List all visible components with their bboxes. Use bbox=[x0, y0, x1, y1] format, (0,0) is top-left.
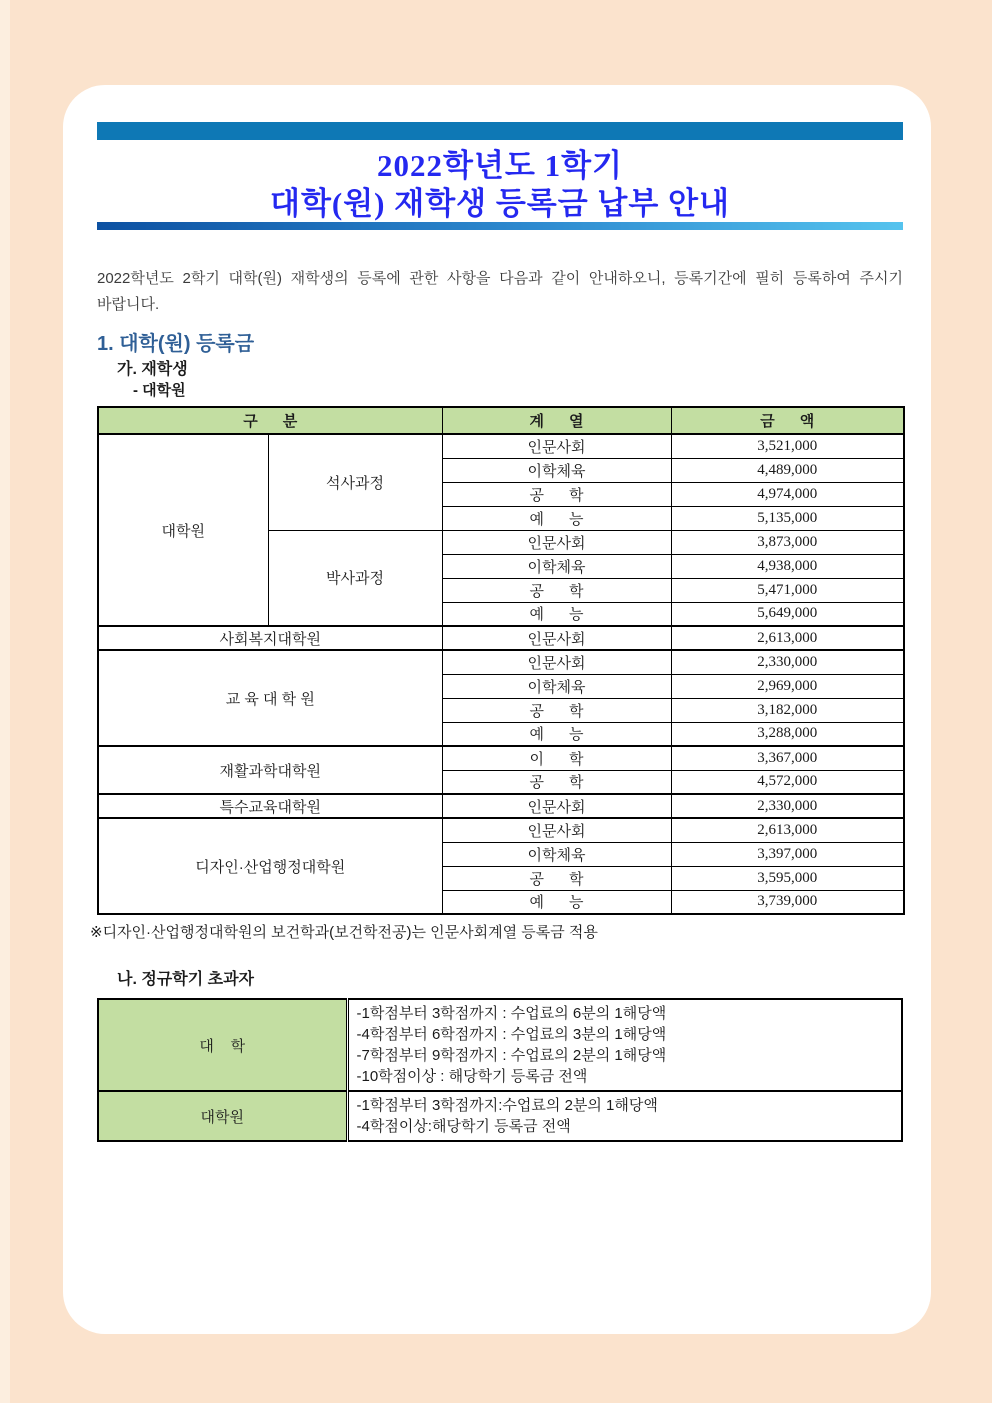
header-top-bar bbox=[97, 122, 903, 140]
overage-label-university: 대 학 bbox=[98, 999, 347, 1091]
rule-line: -4학점이상:해당학기 등록금 전액 bbox=[356, 1118, 571, 1135]
table-row bbox=[98, 434, 904, 458]
title-block bbox=[97, 140, 903, 222]
table-row bbox=[98, 794, 904, 818]
cell-category: 이학체육 bbox=[442, 842, 671, 866]
cell-category: 인문사회 bbox=[442, 794, 671, 818]
cell-amount: 2,330,000 bbox=[671, 794, 904, 818]
cell-amount: 5,135,000 bbox=[671, 506, 904, 530]
cell-amount: 3,595,000 bbox=[671, 866, 904, 890]
cell-amount: 3,288,000 bbox=[671, 722, 904, 746]
cell-category: 예 능 bbox=[442, 890, 671, 914]
overage-rules-graduate bbox=[347, 1091, 902, 1141]
cell-amount: 2,969,000 bbox=[671, 674, 904, 698]
subgroup-label-doctoral: 박사과정 bbox=[268, 530, 442, 626]
section-1-heading: 1. 대학(원) 등록금 bbox=[97, 333, 255, 355]
cell-amount: 3,873,000 bbox=[671, 530, 904, 554]
notice-card bbox=[63, 85, 931, 1334]
title-line-1: 2022학년도 1학기 bbox=[377, 148, 623, 183]
rule-line: -10학점이상 : 해당학기 등록금 전액 bbox=[356, 1068, 588, 1085]
table-row bbox=[98, 818, 904, 842]
cell-category: 공 학 bbox=[442, 578, 671, 602]
cell-category: 이학체육 bbox=[442, 674, 671, 698]
notice-content bbox=[90, 122, 903, 1142]
cell-category: 공 학 bbox=[442, 698, 671, 722]
cell-category: 인문사회 bbox=[442, 626, 671, 650]
cell-category: 예 능 bbox=[442, 722, 671, 746]
title-line-2: 대학(원) 재학생 등록금 납부 안내 bbox=[270, 186, 730, 221]
cell-category: 공 학 bbox=[442, 482, 671, 506]
tuition-table-header-row bbox=[98, 407, 904, 434]
table-row bbox=[98, 746, 904, 770]
group-label-design-industry: 디자인·산업행정대학원 bbox=[98, 818, 442, 914]
header-cell-group: 구 분 bbox=[98, 407, 442, 434]
cell-category: 인문사회 bbox=[442, 650, 671, 674]
subsection-b-heading: 나. 정규학기 초과자 bbox=[117, 971, 254, 988]
cell-category: 이 학 bbox=[442, 746, 671, 770]
cell-amount: 5,471,000 bbox=[671, 578, 904, 602]
overage-label-graduate: 대학원 bbox=[98, 1091, 347, 1141]
table-row bbox=[98, 999, 902, 1091]
cell-amount: 2,613,000 bbox=[671, 626, 904, 650]
cell-amount: 3,367,000 bbox=[671, 746, 904, 770]
cell-category: 인문사회 bbox=[442, 434, 671, 458]
subsection-a-item: - 대학원 bbox=[133, 382, 186, 399]
cell-category: 공 학 bbox=[442, 770, 671, 794]
table-row bbox=[98, 650, 904, 674]
group-label-social-welfare: 사회복지대학원 bbox=[98, 626, 442, 650]
cell-amount: 5,649,000 bbox=[671, 602, 904, 626]
cell-amount: 3,397,000 bbox=[671, 842, 904, 866]
cell-amount: 2,330,000 bbox=[671, 650, 904, 674]
table-row bbox=[98, 626, 904, 650]
cell-amount: 3,521,000 bbox=[671, 434, 904, 458]
cell-amount: 3,739,000 bbox=[671, 890, 904, 914]
footnote: ※디자인·산업행정대학원의 보건학과(보건학전공)는 인문사회계열 등록금 적용 bbox=[90, 924, 598, 941]
group-label-special-education: 특수교육대학원 bbox=[98, 794, 442, 818]
page-left-edge bbox=[0, 0, 10, 1403]
cell-category: 이학체육 bbox=[442, 458, 671, 482]
cell-category: 인문사회 bbox=[442, 530, 671, 554]
cell-category: 예 능 bbox=[442, 506, 671, 530]
table-row bbox=[98, 1091, 902, 1141]
rule-line: -4학점부터 6학점까지 : 수업료의 3분의 1해당액 bbox=[356, 1026, 667, 1043]
group-label-education: 교 육 대 학 원 bbox=[98, 650, 442, 746]
rule-line: -1학점부터 3학점까지:수업료의 2분의 1해당액 bbox=[356, 1097, 658, 1114]
header-gradient-bar bbox=[97, 222, 903, 230]
rule-line: -1학점부터 3학점까지 : 수업료의 6분의 1해당액 bbox=[356, 1005, 667, 1022]
overage-table bbox=[97, 998, 903, 1142]
group-label-graduate-school: 대학원 bbox=[98, 434, 268, 626]
cell-category: 이학체육 bbox=[442, 554, 671, 578]
header-cell-amount: 금 액 bbox=[671, 407, 904, 434]
header-cell-category: 계 열 bbox=[442, 407, 671, 434]
cell-category: 예 능 bbox=[442, 602, 671, 626]
cell-amount: 4,572,000 bbox=[671, 770, 904, 794]
tuition-table bbox=[97, 406, 905, 915]
subgroup-label-masters: 석사과정 bbox=[268, 434, 442, 530]
cell-amount: 4,974,000 bbox=[671, 482, 904, 506]
cell-category: 공 학 bbox=[442, 866, 671, 890]
cell-amount: 4,938,000 bbox=[671, 554, 904, 578]
cell-category: 인문사회 bbox=[442, 818, 671, 842]
cell-amount: 4,489,000 bbox=[671, 458, 904, 482]
intro-paragraph: 2022학년도 2학기 대학(원) 재학생의 등록에 관한 사항을 다음과 같이 안내하오니, 등록기간에 필히 등록하여 주시기 바랍니다. bbox=[97, 270, 903, 313]
subsection-a-heading: 가. 재학생 bbox=[117, 361, 188, 378]
group-label-rehab-science: 재활과학대학원 bbox=[98, 746, 442, 794]
cell-amount: 2,613,000 bbox=[671, 818, 904, 842]
cell-amount: 3,182,000 bbox=[671, 698, 904, 722]
overage-rules-university bbox=[347, 999, 902, 1091]
rule-line: -7학점부터 9학점까지 : 수업료의 2분의 1해당액 bbox=[356, 1047, 667, 1064]
